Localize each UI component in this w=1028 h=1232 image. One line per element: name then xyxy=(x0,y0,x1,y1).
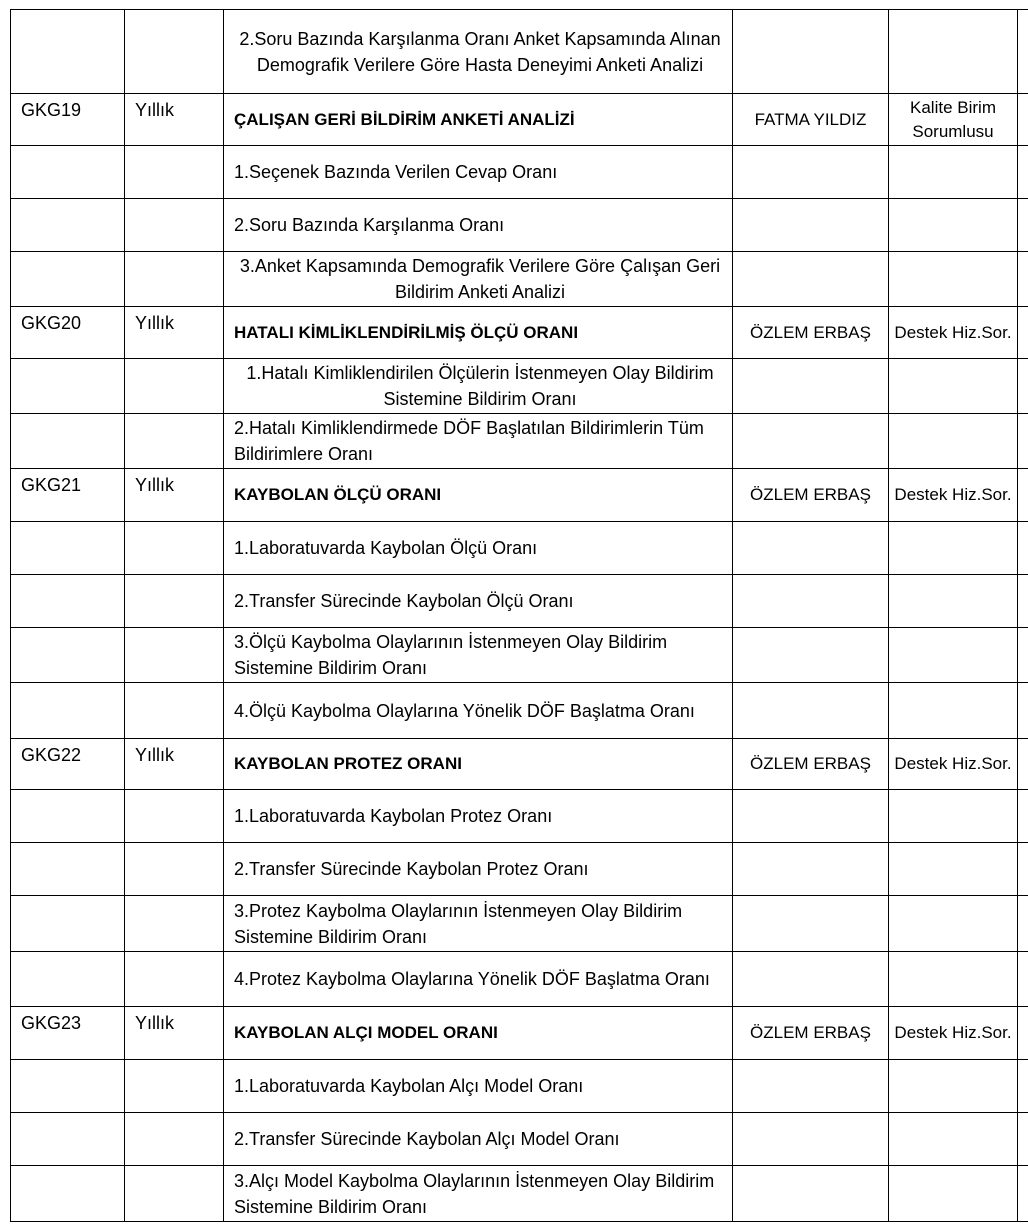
subitem-description-cell: 1.Laboratuvarda Kaybolan Ölçü Oranı xyxy=(224,522,733,575)
extra-column-cell xyxy=(1018,469,1028,522)
responsible-role-cell xyxy=(889,10,1018,94)
period-cell xyxy=(125,414,224,469)
extra-column-cell xyxy=(1018,1166,1028,1222)
responsible-role-cell xyxy=(889,896,1018,952)
indicator-subitem-row xyxy=(11,252,1028,307)
responsible-role-cell xyxy=(889,199,1018,252)
indicator-code-cell: GKG20 xyxy=(11,307,125,359)
responsible-person-cell xyxy=(733,575,889,628)
responsible-person-cell xyxy=(733,146,889,199)
indicator-code-cell xyxy=(11,414,125,469)
period-cell xyxy=(125,522,224,575)
indicator-code-cell xyxy=(11,1113,125,1166)
indicator-code-cell xyxy=(11,952,125,1007)
period-cell xyxy=(125,199,224,252)
responsible-role-cell xyxy=(889,414,1018,469)
indicator-code-cell xyxy=(11,522,125,575)
period-cell: Yıllık xyxy=(125,739,224,790)
indicator-code-cell xyxy=(11,199,125,252)
indicator-subitem-row xyxy=(11,683,1028,739)
responsible-person-cell: ÖZLEM ERBAŞ xyxy=(733,1007,889,1060)
responsible-role-cell xyxy=(889,522,1018,575)
responsible-role-cell: Destek Hiz.Sor. xyxy=(889,469,1018,522)
extra-column-cell xyxy=(1018,683,1028,739)
period-cell xyxy=(125,1113,224,1166)
responsible-person-cell xyxy=(733,896,889,952)
indicator-header-row xyxy=(11,94,1028,146)
indicator-code-cell xyxy=(11,359,125,414)
indicator-code-cell xyxy=(11,1060,125,1113)
responsible-role-cell xyxy=(889,252,1018,307)
indicator-subitem-row xyxy=(11,628,1028,683)
period-cell xyxy=(125,1166,224,1222)
responsible-person-cell xyxy=(733,10,889,94)
subitem-description-cell: 2.Soru Bazında Karşılanma Oranı xyxy=(224,199,733,252)
responsible-person-cell xyxy=(733,683,889,739)
responsible-role-cell xyxy=(889,146,1018,199)
responsible-person-cell: ÖZLEM ERBAŞ xyxy=(733,307,889,359)
responsible-role-cell: Destek Hiz.Sor. xyxy=(889,307,1018,359)
extra-column-cell xyxy=(1018,1060,1028,1113)
indicator-subitem-row xyxy=(11,575,1028,628)
subitem-description-cell: 2.Hatalı Kimliklendirmede DÖF Başlatılan Bildirimlerin Tüm Bildirimlere Oranı xyxy=(224,414,733,469)
extra-column-cell xyxy=(1018,199,1028,252)
extra-column-cell xyxy=(1018,1113,1028,1166)
responsible-role-cell: Destek Hiz.Sor. xyxy=(889,739,1018,790)
extra-column-cell xyxy=(1018,739,1028,790)
indicator-code-cell xyxy=(11,790,125,843)
period-cell: Yıllık xyxy=(125,94,224,146)
indicator-code-cell xyxy=(11,628,125,683)
indicator-subitem-row xyxy=(11,843,1028,896)
indicator-code-cell xyxy=(11,843,125,896)
indicator-code-cell: GKG19 xyxy=(11,94,125,146)
indicator-code-cell xyxy=(11,1166,125,1222)
indicator-code-cell xyxy=(11,683,125,739)
responsible-role-cell xyxy=(889,1113,1018,1166)
responsible-role-cell xyxy=(889,790,1018,843)
subitem-description-cell: 4.Protez Kaybolma Olaylarına Yönelik DÖF Başlatma Oranı xyxy=(224,952,733,1007)
responsible-person-cell xyxy=(733,1113,889,1166)
extra-column-cell xyxy=(1018,1007,1028,1060)
subitem-description-cell: 3.Anket Kapsamında Demografik Verilere Göre Çalışan Geri Bildirim Anketi Analizi xyxy=(224,252,733,307)
subitem-description-cell: 3.Alçı Model Kaybolma Olaylarının İstenmeyen Olay Bildirim Sistemine Bildirim Oranı xyxy=(224,1166,733,1222)
indicator-code-cell: GKG23 xyxy=(11,1007,125,1060)
subitem-description-cell: 3.Ölçü Kaybolma Olaylarının İstenmeyen Olay Bildirim Sistemine Bildirim Oranı xyxy=(224,628,733,683)
responsible-person-cell xyxy=(733,790,889,843)
responsible-role-cell xyxy=(889,1166,1018,1222)
period-cell: Yıllık xyxy=(125,307,224,359)
period-cell xyxy=(125,628,224,683)
subitem-description-cell: 2.Transfer Sürecinde Kaybolan Protez Oranı xyxy=(224,843,733,896)
responsible-role-cell xyxy=(889,952,1018,1007)
period-cell xyxy=(125,252,224,307)
period-cell xyxy=(125,683,224,739)
extra-column-cell xyxy=(1018,359,1028,414)
subitem-description-cell: 1.Laboratuvarda Kaybolan Protez Oranı xyxy=(224,790,733,843)
extra-column-cell xyxy=(1018,94,1028,146)
responsible-role-cell: Kalite Birim Sorumlusu xyxy=(889,94,1018,146)
indicator-subitem-row xyxy=(11,146,1028,199)
indicator-code-cell xyxy=(11,575,125,628)
extra-column-cell xyxy=(1018,414,1028,469)
subitem-description-cell: 4.Ölçü Kaybolma Olaylarına Yönelik DÖF Başlatma Oranı xyxy=(224,683,733,739)
extra-column-cell xyxy=(1018,307,1028,359)
responsible-role-cell: Destek Hiz.Sor. xyxy=(889,1007,1018,1060)
indicator-subitem-row xyxy=(11,414,1028,469)
responsible-person-cell xyxy=(733,1060,889,1113)
extra-column-cell xyxy=(1018,628,1028,683)
indicator-title-cell: KAYBOLAN ALÇI MODEL ORANI xyxy=(224,1007,733,1060)
indicator-code-cell xyxy=(11,896,125,952)
indicator-subitem-row xyxy=(11,1166,1028,1222)
indicator-subitem-row xyxy=(11,522,1028,575)
indicator-subitem-row xyxy=(11,896,1028,952)
indicator-title-cell: KAYBOLAN PROTEZ ORANI xyxy=(224,739,733,790)
indicator-subitem-row xyxy=(11,1060,1028,1113)
responsible-role-cell xyxy=(889,628,1018,683)
period-cell: Yıllık xyxy=(125,469,224,522)
responsible-person-cell: FATMA YILDIZ xyxy=(733,94,889,146)
extra-column-cell xyxy=(1018,252,1028,307)
subitem-description-cell: 3.Protez Kaybolma Olaylarının İstenmeyen Olay Bildirim Sistemine Bildirim Oranı xyxy=(224,896,733,952)
period-cell xyxy=(125,146,224,199)
period-cell xyxy=(125,790,224,843)
subitem-description-cell: 2.Transfer Sürecinde Kaybolan Ölçü Oranı xyxy=(224,575,733,628)
indicator-subitem-row xyxy=(11,1113,1028,1166)
responsible-person-cell xyxy=(733,952,889,1007)
indicator-subitem-row xyxy=(11,199,1028,252)
responsible-person-cell xyxy=(733,359,889,414)
subitem-description-cell: 2.Transfer Sürecinde Kaybolan Alçı Model Oranı xyxy=(224,1113,733,1166)
subitem-description-cell: 1.Seçenek Bazında Verilen Cevap Oranı xyxy=(224,146,733,199)
indicator-code-cell xyxy=(11,252,125,307)
indicator-code-cell xyxy=(11,146,125,199)
indicator-header-row xyxy=(11,469,1028,522)
indicator-subitem-row xyxy=(11,359,1028,414)
period-cell xyxy=(125,359,224,414)
responsible-role-cell xyxy=(889,575,1018,628)
period-cell xyxy=(125,843,224,896)
extra-column-cell xyxy=(1018,522,1028,575)
indicator-table-body xyxy=(11,10,1028,1222)
indicator-title-cell: ÇALIŞAN GERİ BİLDİRİM ANKETİ ANALİZİ xyxy=(224,94,733,146)
responsible-role-cell xyxy=(889,843,1018,896)
indicator-title-cell: HATALI KİMLİKLENDİRİLMİŞ ÖLÇÜ ORANI xyxy=(224,307,733,359)
period-cell xyxy=(125,10,224,94)
period-cell xyxy=(125,575,224,628)
responsible-person-cell xyxy=(733,522,889,575)
indicator-header-row xyxy=(11,739,1028,790)
responsible-person-cell xyxy=(733,414,889,469)
subitem-description-cell: 1.Laboratuvarda Kaybolan Alçı Model Oranı xyxy=(224,1060,733,1113)
period-cell xyxy=(125,1060,224,1113)
extra-column-cell xyxy=(1018,952,1028,1007)
indicator-table xyxy=(10,9,1028,1222)
indicator-subitem-row xyxy=(11,952,1028,1007)
indicator-code-cell: GKG22 xyxy=(11,739,125,790)
indicator-title-cell: KAYBOLAN ÖLÇÜ ORANI xyxy=(224,469,733,522)
responsible-person-cell xyxy=(733,252,889,307)
indicator-subitem-row xyxy=(11,790,1028,843)
responsible-person-cell: ÖZLEM ERBAŞ xyxy=(733,469,889,522)
period-cell: Yıllık xyxy=(125,1007,224,1060)
extra-column-cell xyxy=(1018,790,1028,843)
indicator-header-row xyxy=(11,307,1028,359)
responsible-person-cell xyxy=(733,843,889,896)
period-cell xyxy=(125,896,224,952)
responsible-role-cell xyxy=(889,683,1018,739)
indicator-header-row xyxy=(11,1007,1028,1060)
subitem-description-cell: 1.Hatalı Kimliklendirilen Ölçülerin İstenmeyen Olay Bildirim Sistemine Bildirim Oranı xyxy=(224,359,733,414)
extra-column-cell xyxy=(1018,896,1028,952)
responsible-person-cell: ÖZLEM ERBAŞ xyxy=(733,739,889,790)
extra-column-cell xyxy=(1018,146,1028,199)
indicator-code-cell xyxy=(11,10,125,94)
extra-column-cell xyxy=(1018,10,1028,94)
extra-column-cell xyxy=(1018,843,1028,896)
responsible-role-cell xyxy=(889,359,1018,414)
period-cell xyxy=(125,952,224,1007)
indicator-subitem-row xyxy=(11,10,1028,94)
responsible-role-cell xyxy=(889,1060,1018,1113)
extra-column-cell xyxy=(1018,575,1028,628)
responsible-person-cell xyxy=(733,628,889,683)
subitem-description-cell: 2.Soru Bazında Karşılanma Oranı Anket Kapsamında Alınan Demografik Verilere Göre Hasta Deneyimi Anketi Analizi xyxy=(224,10,733,94)
indicator-code-cell: GKG21 xyxy=(11,469,125,522)
responsible-person-cell xyxy=(733,199,889,252)
responsible-person-cell xyxy=(733,1166,889,1222)
